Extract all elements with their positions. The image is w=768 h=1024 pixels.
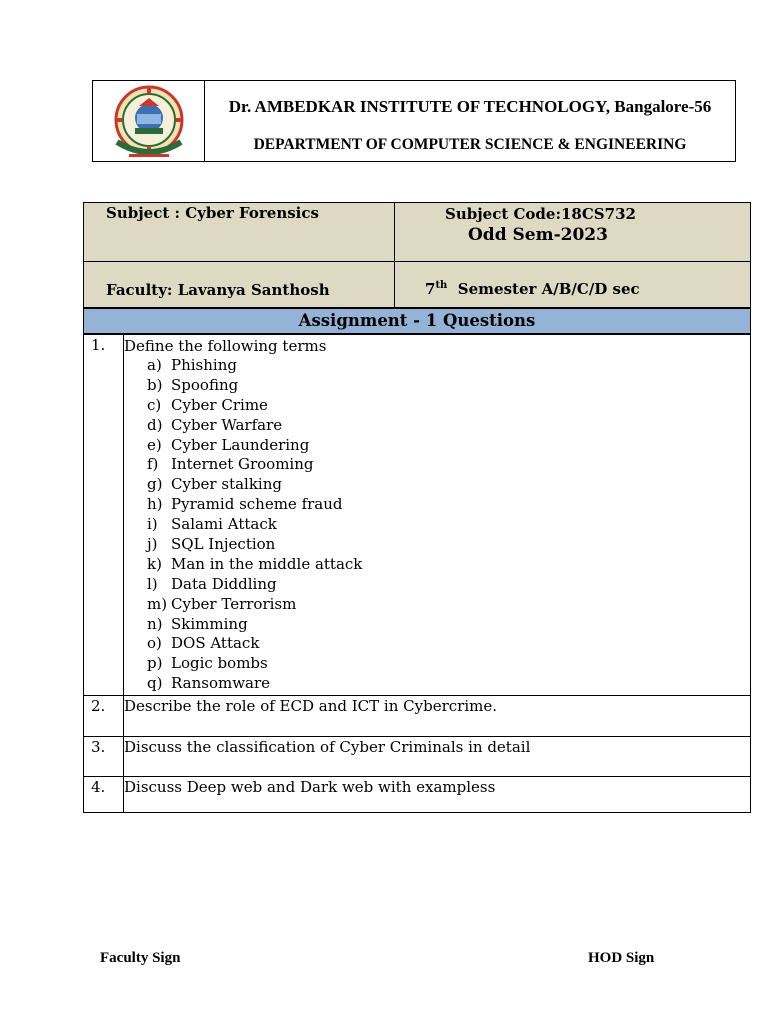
question-text: Describe the role of ECD and ICT in Cybercrime.	[124, 696, 751, 737]
list-item	[147, 535, 750, 555]
semester-suffix: th	[435, 280, 448, 291]
subject-code-cell	[395, 203, 751, 262]
list-item	[147, 674, 750, 694]
semester-sections: Semester A/B/C/D sec	[457, 280, 640, 298]
list-item	[147, 356, 750, 376]
item-text: Cyber Warfare	[171, 415, 283, 434]
item-text: Cyber Laundering	[171, 435, 310, 454]
course-info-table	[83, 202, 751, 308]
department-name: DEPARTMENT OF COMPUTER SCIENCE & ENGINEERING	[253, 136, 687, 153]
faculty-cell	[84, 262, 395, 308]
question-number: 2.	[84, 696, 124, 737]
institute-name: Dr. AMBEDKAR INSTITUTE OF TECHNOLOGY, Bangalore-56	[228, 97, 712, 116]
question-text: Define the following terms	[124, 337, 327, 355]
assignment-title: Assignment - 1 Questions	[83, 308, 751, 334]
semester-number: 7	[425, 280, 436, 298]
item-letter: q)	[147, 674, 163, 693]
item-letter: m)	[147, 594, 168, 613]
item-letter: j)	[147, 535, 158, 554]
course-info-row	[84, 203, 751, 262]
item-text: Skimming	[171, 614, 248, 633]
question-number: 1.	[84, 335, 124, 696]
institute-emblem-icon	[99, 84, 199, 160]
item-text: DOS Attack	[171, 634, 260, 653]
list-item	[147, 595, 750, 615]
question-number: 4.	[84, 777, 124, 813]
item-text: Cyber Crime	[171, 395, 268, 414]
item-letter: h)	[147, 495, 163, 514]
header-title-cell	[204, 80, 736, 162]
list-item	[147, 495, 750, 515]
item-letter: e)	[147, 435, 162, 454]
table-row	[84, 335, 751, 696]
faculty-name: Faculty: Lavanya Santhosh	[106, 281, 330, 299]
subject-label: Subject : Cyber Forensics	[106, 204, 319, 222]
odd-sem: Odd Sem-2023	[468, 225, 608, 245]
semester-label	[395, 262, 750, 298]
list-item	[147, 396, 750, 416]
item-text: Spoofing	[171, 375, 239, 394]
item-letter: n)	[147, 614, 163, 633]
list-item	[147, 555, 750, 575]
question-text: Discuss Deep web and Dark web with exampless	[124, 777, 751, 813]
item-letter: g)	[147, 475, 163, 494]
semester-cell	[395, 262, 751, 308]
terms-list	[124, 356, 750, 694]
faculty-sign-label: Faculty Sign	[100, 950, 181, 966]
list-item	[147, 634, 750, 654]
question-number: 3.	[84, 737, 124, 777]
item-letter: k)	[147, 554, 162, 573]
list-item	[147, 455, 750, 475]
table-row	[84, 696, 751, 737]
item-letter: a)	[147, 356, 162, 374]
list-item	[147, 475, 750, 495]
item-text: Phishing	[171, 356, 237, 374]
item-letter: d)	[147, 415, 163, 434]
item-text: Cyber Terrorism	[171, 594, 297, 613]
item-text: Logic bombs	[171, 654, 268, 673]
item-letter: l)	[147, 574, 158, 593]
document-header	[92, 80, 736, 162]
list-item	[147, 615, 750, 635]
list-item	[147, 654, 750, 674]
questions-table	[83, 334, 751, 813]
item-letter: p)	[147, 654, 163, 673]
course-info-row	[84, 262, 751, 308]
item-text: Salami Attack	[171, 515, 277, 534]
list-item	[147, 436, 750, 456]
question-text: Discuss the classification of Cyber Criminals in detail	[124, 737, 751, 777]
item-text: SQL Injection	[171, 535, 276, 554]
list-item	[147, 515, 750, 535]
logo-cell	[92, 80, 204, 162]
subject-code: Subject Code:18CS732	[445, 205, 636, 223]
item-text: Cyber stalking	[171, 475, 282, 494]
table-row	[84, 737, 751, 777]
item-letter: i)	[147, 515, 158, 534]
subject-cell	[84, 203, 395, 262]
item-text: Man in the middle attack	[171, 554, 363, 573]
item-text: Ransomware	[171, 674, 271, 693]
list-item	[147, 575, 750, 595]
hod-sign-label: HOD Sign	[588, 950, 655, 966]
list-item	[147, 376, 750, 396]
item-letter: o)	[147, 634, 162, 653]
item-text: Data Diddling	[171, 574, 277, 593]
question-body	[124, 335, 751, 696]
item-text: Internet Grooming	[171, 455, 314, 474]
list-item	[147, 416, 750, 436]
item-text: Pyramid scheme fraud	[171, 495, 343, 514]
item-letter: f)	[147, 455, 159, 474]
table-row	[84, 777, 751, 813]
item-letter: c)	[147, 395, 162, 414]
item-letter: b)	[147, 375, 163, 394]
